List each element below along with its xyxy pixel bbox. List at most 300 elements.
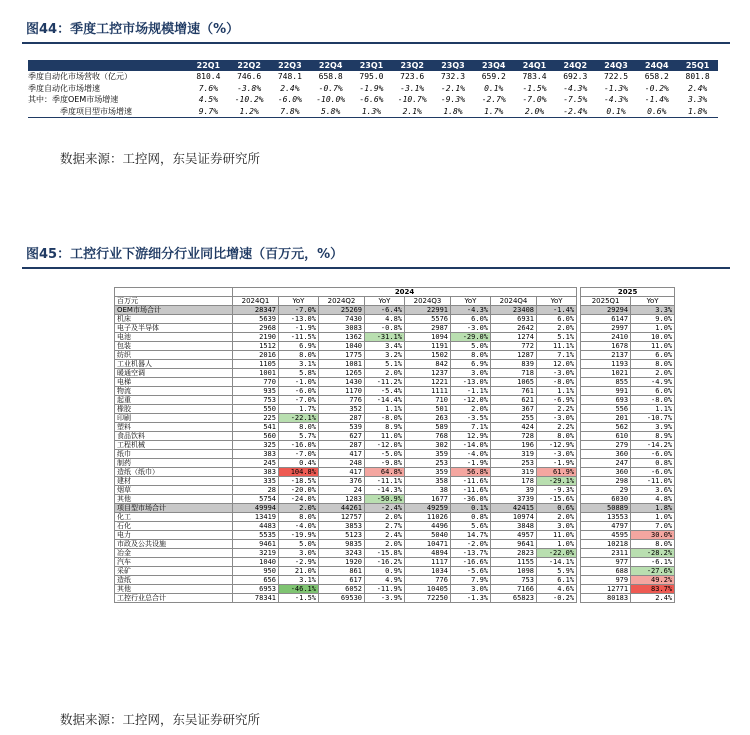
value-cell: 770 xyxy=(233,378,279,387)
yoy-cell: -12.0% xyxy=(451,396,491,405)
value-cell: 950 xyxy=(233,567,279,576)
yoy-cell: 2.0% xyxy=(365,369,405,378)
row-name: 冶金 xyxy=(115,549,233,558)
cell-value: -1.5% xyxy=(522,83,547,93)
row-name: 工程机械 xyxy=(115,441,233,450)
value-cell: 12757 xyxy=(319,513,365,522)
yoy-cell: -6.0% xyxy=(631,468,675,477)
value-cell: 562 xyxy=(581,423,631,432)
cell-value: -10.7% xyxy=(397,95,427,105)
column-header-22q1: 22Q1 xyxy=(188,60,229,71)
cell-value: -2.1% xyxy=(440,83,466,93)
yoy-cell: 2.0% xyxy=(537,324,577,333)
column-header-22q3: 22Q3 xyxy=(270,60,311,71)
yoy-cell: -8.0% xyxy=(537,378,577,387)
value-cell: 2311 xyxy=(581,549,631,558)
row-name: 起重 xyxy=(115,396,233,405)
cell-value: -4.3% xyxy=(563,83,588,93)
value-cell: 3243 xyxy=(319,549,365,558)
yoy-cell: 1.8% xyxy=(631,504,675,513)
yoy-cell: 6.0% xyxy=(631,351,675,360)
cell-value: -2.4% xyxy=(555,106,596,118)
yoy-cell: 14.7% xyxy=(451,531,491,540)
value-cell: 710 xyxy=(405,396,451,405)
value-cell: 842 xyxy=(405,360,451,369)
value-cell: 335 xyxy=(233,477,279,486)
yoy-cell: 3.6% xyxy=(631,486,675,495)
cell-value: -3.8% xyxy=(237,83,262,93)
row-name: 电力 xyxy=(115,531,233,540)
value-cell: 501 xyxy=(405,405,451,414)
yoy-cell: -15.8% xyxy=(365,549,405,558)
yoy-cell: 9.0% xyxy=(631,315,675,324)
yoy-cell: 5.1% xyxy=(365,360,405,369)
yoy-cell: -24.0% xyxy=(279,495,319,504)
yoy-cell: 2.0% xyxy=(365,513,405,522)
column-header-blank xyxy=(28,60,188,71)
value-cell: 417 xyxy=(319,450,365,459)
row-name: 食品饮料 xyxy=(115,432,233,441)
figure44-header-row xyxy=(28,60,718,71)
value-cell: 319 xyxy=(491,450,537,459)
column-header: YoY xyxy=(537,297,577,306)
column-header: YoY xyxy=(631,297,675,306)
value-cell: 1430 xyxy=(319,378,365,387)
value-cell: 761 xyxy=(491,387,537,396)
yoy-cell: 6.0% xyxy=(537,315,577,324)
row-name: 其他 xyxy=(115,495,233,504)
yoy-cell: 8.9% xyxy=(365,423,405,432)
value-cell: 38 xyxy=(405,486,451,495)
value-cell: 1920 xyxy=(319,558,365,567)
yoy-cell: -1.4% xyxy=(537,306,577,315)
figure45-title: 图45：工控行业下游细分行业同比增速（百万元，%） xyxy=(26,247,344,262)
yoy-cell: -11.6% xyxy=(451,486,491,495)
row-name: 工业机器人 xyxy=(115,360,233,369)
value-cell: 5535 xyxy=(233,531,279,540)
yoy-cell: 6.1% xyxy=(537,576,577,585)
column-header-23q3: 23Q3 xyxy=(433,60,474,71)
column-header: 2024Q1 xyxy=(233,297,279,306)
value-cell: 4797 xyxy=(581,522,631,531)
value-cell: 539 xyxy=(319,423,365,432)
value-cell: 2016 xyxy=(233,351,279,360)
value-cell: 753 xyxy=(491,576,537,585)
cell-value: -1.3% xyxy=(603,83,629,93)
value-cell: 69530 xyxy=(319,594,365,603)
value-cell: 1265 xyxy=(319,369,365,378)
value-cell: 376 xyxy=(319,477,365,486)
value-cell: 201 xyxy=(581,414,631,423)
value-cell: 1287 xyxy=(491,351,537,360)
value-cell: 839 xyxy=(491,360,537,369)
row-name: 包装 xyxy=(115,342,233,351)
value-cell: 3219 xyxy=(233,549,279,558)
yoy-cell: -5.4% xyxy=(365,387,405,396)
figure44-source: 数据来源：工控网，东吴证券研究所 xyxy=(60,151,261,166)
value-cell: 23408 xyxy=(491,306,537,315)
value-cell: 9835 xyxy=(319,540,365,549)
value-cell: 1117 xyxy=(405,558,451,567)
yoy-cell: 3.0% xyxy=(279,549,319,558)
yoy-cell: -3.0% xyxy=(537,414,577,423)
value-cell: 279 xyxy=(581,441,631,450)
row-name: 建材 xyxy=(115,477,233,486)
cell-value: 2.1% xyxy=(392,106,433,118)
yoy-cell: -6.0% xyxy=(631,450,675,459)
yoy-cell: -14.4% xyxy=(365,396,405,405)
value-cell: 1512 xyxy=(233,342,279,351)
value-cell: 1155 xyxy=(491,558,537,567)
yoy-cell: -18.5% xyxy=(279,477,319,486)
yoy-cell: -3.0% xyxy=(537,369,577,378)
cell-value: 1.8% xyxy=(433,106,474,118)
value-cell: 2997 xyxy=(581,324,631,333)
row-name: 化工 xyxy=(115,513,233,522)
yoy-cell: -7.0% xyxy=(279,450,319,459)
value-cell: 9461 xyxy=(233,540,279,549)
cell-value: -1.4% xyxy=(644,95,669,105)
yoy-cell: 1.0% xyxy=(537,540,577,549)
cell-value: 1.2% xyxy=(229,106,270,118)
yoy-cell: 2.4% xyxy=(631,594,675,603)
cell-value: 0.1% xyxy=(596,106,637,118)
table-row xyxy=(115,324,675,333)
value-cell: 718 xyxy=(491,369,537,378)
yoy-cell: -0.8% xyxy=(365,324,405,333)
yoy-cell: 11.0% xyxy=(537,531,577,540)
figure44-table xyxy=(28,60,718,118)
value-cell: 25269 xyxy=(319,306,365,315)
value-cell: 1677 xyxy=(405,495,451,504)
yoy-cell: -8.0% xyxy=(631,396,675,405)
value-cell: 935 xyxy=(233,387,279,396)
yoy-cell: 21.0% xyxy=(279,567,319,576)
cell-value: -1.9% xyxy=(359,83,384,93)
value-cell: 728 xyxy=(491,432,537,441)
year-header-2024: 2024 xyxy=(233,288,577,297)
figure45-year-row xyxy=(115,288,675,297)
value-cell: 424 xyxy=(491,423,537,432)
yoy-cell: 2.0% xyxy=(279,504,319,513)
yoy-cell: 4.8% xyxy=(631,495,675,504)
value-cell: 1283 xyxy=(319,495,365,504)
yoy-cell: 61.9% xyxy=(537,468,577,477)
value-cell: 6931 xyxy=(491,315,537,324)
yoy-cell: -1.3% xyxy=(451,594,491,603)
yoy-cell: 6.9% xyxy=(279,342,319,351)
yoy-cell: -12.0% xyxy=(365,441,405,450)
value-cell: 178 xyxy=(491,477,537,486)
yoy-cell: 11.0% xyxy=(365,432,405,441)
yoy-cell: -14.0% xyxy=(451,441,491,450)
value-cell: 28347 xyxy=(233,306,279,315)
value-cell: 772 xyxy=(491,342,537,351)
yoy-cell: 83.7% xyxy=(631,585,675,594)
value-cell: 1034 xyxy=(405,567,451,576)
value-cell: 298 xyxy=(581,477,631,486)
cell-value: 0.6% xyxy=(636,106,677,118)
cell-value: 2.4% xyxy=(280,83,300,93)
row-name: 工控行业总合计 xyxy=(115,594,233,603)
table-row xyxy=(115,405,675,414)
yoy-cell: 0.1% xyxy=(451,504,491,513)
table-row xyxy=(115,549,675,558)
yoy-cell: -12.9% xyxy=(537,441,577,450)
value-cell: 2410 xyxy=(581,333,631,342)
value-cell: 610 xyxy=(581,432,631,441)
value-cell: 1040 xyxy=(319,342,365,351)
value-cell: 49994 xyxy=(233,504,279,513)
value-cell: 383 xyxy=(233,468,279,477)
column-header-23q4: 23Q4 xyxy=(473,60,514,71)
column-header-22q4: 22Q4 xyxy=(310,60,351,71)
yoy-cell: -11.6% xyxy=(451,477,491,486)
value-cell: 13553 xyxy=(581,513,631,522)
value-cell: 776 xyxy=(319,396,365,405)
table-row xyxy=(115,351,675,360)
table-row xyxy=(28,83,718,95)
column-header: 2024Q3 xyxy=(405,297,451,306)
value-cell: 5123 xyxy=(319,531,365,540)
yoy-cell: 0.9% xyxy=(365,567,405,576)
yoy-cell: -8.0% xyxy=(365,414,405,423)
yoy-cell: -19.9% xyxy=(279,531,319,540)
figure44-body xyxy=(28,71,718,117)
yoy-cell: -2.0% xyxy=(451,540,491,549)
yoy-cell: -16.0% xyxy=(279,441,319,450)
table-row xyxy=(115,468,675,477)
cell-value: 1.7% xyxy=(473,106,514,118)
yoy-cell: 1.0% xyxy=(631,324,675,333)
value-cell: 3853 xyxy=(319,522,365,531)
cell-value: 5.8% xyxy=(310,106,351,118)
yoy-cell: -11.9% xyxy=(365,585,405,594)
table-row xyxy=(115,396,675,405)
yoy-cell: -11.1% xyxy=(365,477,405,486)
yoy-cell: 3.9% xyxy=(631,423,675,432)
value-cell: 2642 xyxy=(491,324,537,333)
cell-value: 3.3% xyxy=(687,95,708,105)
value-cell: 991 xyxy=(581,387,631,396)
yoy-cell: -16.6% xyxy=(451,558,491,567)
yoy-cell: -4.0% xyxy=(451,450,491,459)
yoy-cell: -6.4% xyxy=(365,306,405,315)
value-cell: 550 xyxy=(233,405,279,414)
yoy-cell: 0.6% xyxy=(537,504,577,513)
yoy-cell: 8.0% xyxy=(451,351,491,360)
year-header-blank xyxy=(115,288,233,297)
cell-value: -4.3% xyxy=(603,95,629,105)
table-row xyxy=(115,333,675,342)
yoy-cell: 8.0% xyxy=(631,540,675,549)
value-cell: 319 xyxy=(491,468,537,477)
value-cell: 1362 xyxy=(319,333,365,342)
cell-value: 658.2 xyxy=(644,72,669,82)
figure44-title-rule xyxy=(22,42,730,44)
value-cell: 9641 xyxy=(491,540,537,549)
yoy-cell: 0.8% xyxy=(631,459,675,468)
yoy-cell: -13.0% xyxy=(451,378,491,387)
value-cell: 247 xyxy=(581,459,631,468)
column-header: YoY xyxy=(365,297,405,306)
figure45-body xyxy=(115,306,675,603)
column-header: 2025Q1 xyxy=(581,297,631,306)
table-row xyxy=(115,531,675,540)
column-header: 2024Q4 xyxy=(491,297,537,306)
yoy-cell: -29.1% xyxy=(537,477,577,486)
row-name: 印刷 xyxy=(115,414,233,423)
table-row xyxy=(28,71,718,83)
yoy-cell: -1.1% xyxy=(451,387,491,396)
value-cell: 4957 xyxy=(491,531,537,540)
cell-value: 1.3% xyxy=(351,106,392,118)
row-name: 项目型市场合计 xyxy=(115,504,233,513)
yoy-cell: -29.0% xyxy=(451,333,491,342)
value-cell: 617 xyxy=(319,576,365,585)
column-header: 2024Q2 xyxy=(319,297,365,306)
yoy-cell: 2.4% xyxy=(365,531,405,540)
table-row xyxy=(115,423,675,432)
yoy-cell: -1.5% xyxy=(279,594,319,603)
cell-value: 723.6 xyxy=(400,72,425,82)
yoy-cell: -6.1% xyxy=(631,558,675,567)
yoy-cell: 5.1% xyxy=(537,333,577,342)
value-cell: 1021 xyxy=(581,369,631,378)
figure44-title: 图44：季度工控市场规模增速（%） xyxy=(26,22,240,37)
yoy-cell: 0.4% xyxy=(279,459,319,468)
value-cell: 688 xyxy=(581,567,631,576)
cell-value: -6.0% xyxy=(277,95,302,105)
value-cell: 861 xyxy=(319,567,365,576)
yoy-cell: -13.0% xyxy=(279,315,319,324)
yoy-cell: -2.4% xyxy=(365,504,405,513)
yoy-cell: 8.0% xyxy=(279,351,319,360)
value-cell: 656 xyxy=(233,576,279,585)
row-name: 市政及公共设施 xyxy=(115,540,233,549)
yoy-cell: -6.9% xyxy=(537,396,577,405)
table-row xyxy=(28,94,718,106)
cell-value: -10.0% xyxy=(316,95,346,105)
row-name: 造纸（纸巾） xyxy=(115,468,233,477)
row-name: 电子及半导体 xyxy=(115,324,233,333)
yoy-cell: -5.6% xyxy=(451,567,491,576)
cell-value: 658.8 xyxy=(318,72,343,82)
value-cell: 541 xyxy=(233,423,279,432)
value-cell: 359 xyxy=(405,450,451,459)
value-cell: 753 xyxy=(233,396,279,405)
yoy-cell: -3.9% xyxy=(365,594,405,603)
yoy-cell: -16.2% xyxy=(365,558,405,567)
value-cell: 4483 xyxy=(233,522,279,531)
yoy-cell: 49.2% xyxy=(631,576,675,585)
value-cell: 5639 xyxy=(233,315,279,324)
value-cell: 1237 xyxy=(405,369,451,378)
cell-value: 783.4 xyxy=(522,72,547,82)
value-cell: 78341 xyxy=(233,594,279,603)
value-cell: 2968 xyxy=(233,324,279,333)
value-cell: 693 xyxy=(581,396,631,405)
yoy-cell: 8.0% xyxy=(631,360,675,369)
value-cell: 4894 xyxy=(405,549,451,558)
yoy-cell: 4.9% xyxy=(365,576,405,585)
value-cell: 855 xyxy=(581,378,631,387)
value-cell: 358 xyxy=(405,477,451,486)
value-cell: 42415 xyxy=(491,504,537,513)
yoy-cell: 0.8% xyxy=(451,513,491,522)
value-cell: 10471 xyxy=(405,540,451,549)
value-cell: 1193 xyxy=(581,360,631,369)
table-row xyxy=(115,315,675,324)
value-cell: 2823 xyxy=(491,549,537,558)
value-cell: 1502 xyxy=(405,351,451,360)
row-name: 造纸 xyxy=(115,576,233,585)
yoy-cell: -36.0% xyxy=(451,495,491,504)
yoy-cell: 11.1% xyxy=(537,342,577,351)
yoy-cell: -6.0% xyxy=(279,387,319,396)
yoy-cell: -11.5% xyxy=(279,333,319,342)
value-cell: 287 xyxy=(319,414,365,423)
column-header-24q3: 24Q3 xyxy=(596,60,637,71)
yoy-cell: 12.9% xyxy=(451,432,491,441)
yoy-cell: -3.5% xyxy=(451,414,491,423)
yoy-cell: 10.0% xyxy=(631,333,675,342)
yoy-cell: 2.0% xyxy=(365,540,405,549)
yoy-cell: -27.6% xyxy=(631,567,675,576)
column-header-24q2: 24Q2 xyxy=(555,60,596,71)
value-cell: 287 xyxy=(319,441,365,450)
value-cell: 44261 xyxy=(319,504,365,513)
yoy-cell: -14.2% xyxy=(631,441,675,450)
yoy-cell: -31.1% xyxy=(365,333,405,342)
value-cell: 6147 xyxy=(581,315,631,324)
yoy-cell: -0.2% xyxy=(537,594,577,603)
value-cell: 1678 xyxy=(581,342,631,351)
value-cell: 6030 xyxy=(581,495,631,504)
table-row xyxy=(115,378,675,387)
yoy-cell: 1.1% xyxy=(365,405,405,414)
cell-value: 7.6% xyxy=(198,83,219,93)
cell-value: 732.3 xyxy=(440,72,466,82)
yoy-cell: 6.0% xyxy=(451,315,491,324)
value-cell: 29294 xyxy=(581,306,631,315)
yoy-cell: 3.0% xyxy=(451,585,491,594)
value-cell: 360 xyxy=(581,468,631,477)
value-cell: 302 xyxy=(405,441,451,450)
yoy-cell: -7.0% xyxy=(279,306,319,315)
cell-value: 746.6 xyxy=(237,72,262,82)
value-cell: 383 xyxy=(233,450,279,459)
row-name: 采矿 xyxy=(115,567,233,576)
table-row xyxy=(115,540,675,549)
table-row xyxy=(115,459,675,468)
yoy-cell: -5.0% xyxy=(365,450,405,459)
row-label: 季度自动化市场增速 xyxy=(28,83,100,93)
yoy-cell: 1.1% xyxy=(537,387,577,396)
table-row xyxy=(115,486,675,495)
value-cell: 367 xyxy=(491,405,537,414)
yoy-cell: 3.0% xyxy=(451,369,491,378)
yoy-cell: 1.0% xyxy=(631,513,675,522)
column-header-23q1: 23Q1 xyxy=(351,60,392,71)
value-cell: 1065 xyxy=(491,378,537,387)
column-header: YoY xyxy=(279,297,319,306)
value-cell: 1094 xyxy=(405,333,451,342)
table-row xyxy=(115,576,675,585)
row-label: 季度自动化市场营收（亿元） xyxy=(28,72,132,82)
value-cell: 263 xyxy=(405,414,451,423)
yoy-cell: 64.8% xyxy=(365,468,405,477)
